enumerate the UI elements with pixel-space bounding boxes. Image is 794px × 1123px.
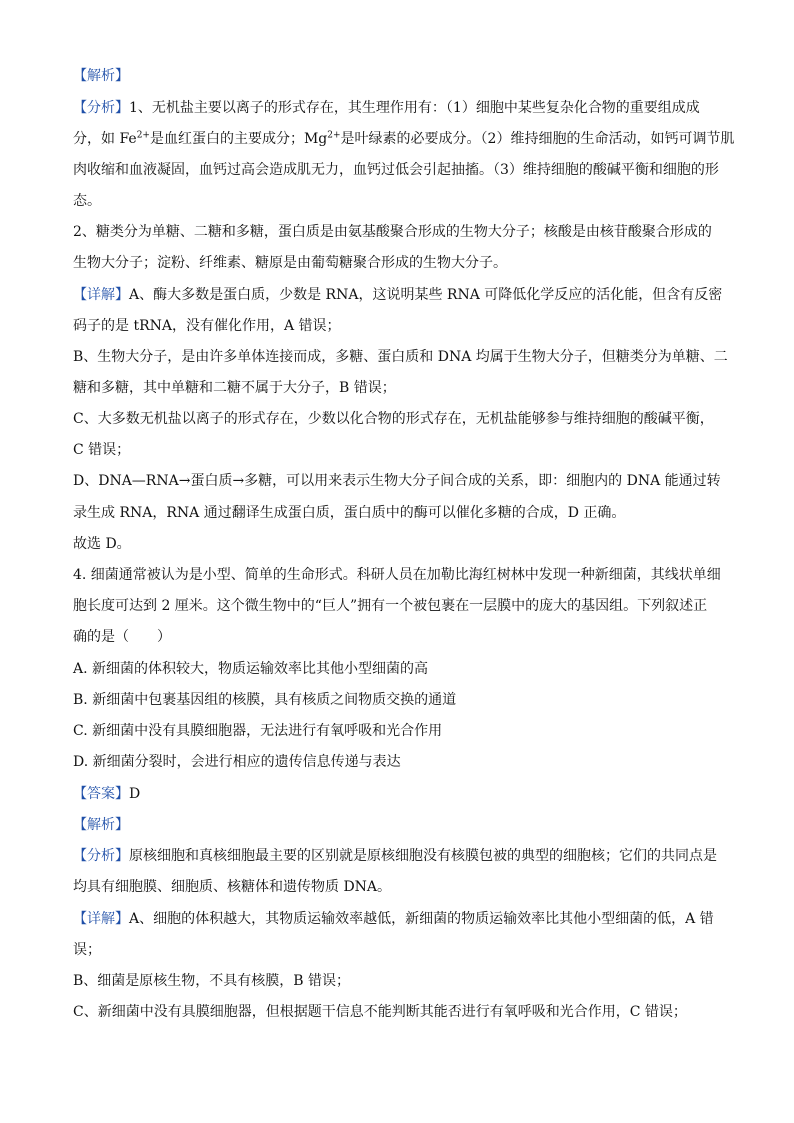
jiexi-heading bbox=[73, 815, 723, 835]
question-stem-line: 4. 细菌通常被认为是小型、简单的生命形式。科研人员在加勒比海红树林中发现一种新细菌，其线状单细 bbox=[73, 567, 721, 583]
xiangjie-paragraph-line: C 错误； bbox=[73, 442, 131, 458]
fenxi-paragraph-line: 生物大分子；淀粉、纤维素、糖原是由葡萄糖聚合形成的生物大分子。 bbox=[73, 255, 507, 271]
fenxi-paragraph-line: 均具有细胞膜、细胞质、核糖体和遗传物质 DNA。 bbox=[73, 879, 392, 895]
answer-value: D bbox=[129, 786, 141, 802]
xiangjie-paragraph-line: B、生物大分子，是由许多单体连接而成，多糖、蛋白质和 DNA 均属于生物大分子，但糖类分为单糖、二 bbox=[73, 349, 728, 365]
fenxi-paragraph-line: 肉收缩和血液凝固，血钙过高会造成肌无力，血钙过低会引起抽搐。（3）维持细胞的酸碱平衡和细胞的形 bbox=[73, 162, 719, 178]
fenxi-paragraph-line bbox=[73, 98, 723, 118]
text-run: 是血红蛋白的主要成分；Mg bbox=[149, 131, 328, 147]
xiangjie-paragraph-line: C、新细菌中没有具膜细胞器，但根据题干信息不能判断其能否进行有氧呼吸和光合作用，C 错误； bbox=[73, 1004, 687, 1020]
text-run: 分，如 Fe bbox=[73, 131, 137, 147]
conclusion-line: 故选 D。 bbox=[73, 536, 131, 552]
text-run: 1、无机盐主要以离子的形式存在，其生理作用有：（1）细胞中某些复杂化合物的重要组成成 bbox=[129, 100, 700, 116]
fenxi-tag: 【分析】 bbox=[73, 848, 129, 864]
xiangjie-paragraph-line bbox=[73, 909, 723, 929]
text-run: A、细胞的体积越大，其物质运输效率越低，新细菌的物质运输效率比其他小型细菌的低，A 错 bbox=[129, 911, 714, 927]
xiangjie-paragraph-line: 糖和多糖，其中单糖和二糖不属于大分子，B 错误； bbox=[73, 380, 396, 396]
xiangjie-paragraph-line: 码子的是 tRNA，没有催化作用，A 错误； bbox=[73, 318, 341, 334]
xiangjie-paragraph-line: D、DNA—RNA→蛋白质→多糖，可以用来表示生物大分子间合成的关系，即：细胞内的 DNA 能通过转 bbox=[73, 473, 721, 489]
xiangjie-paragraph-line: B、细菌是原核生物，不具有核膜，B 错误； bbox=[73, 973, 351, 989]
option-c: C. 新细菌中没有具膜细胞器，无法进行有氧呼吸和光合作用 bbox=[73, 723, 443, 739]
answer-line bbox=[73, 784, 723, 804]
xiangjie-paragraph-line: C、大多数无机盐以离子的形式存在，少数以化合物的形式存在，无机盐能够参与维持细胞的酸碱平衡， bbox=[73, 411, 714, 427]
superscript: 2+ bbox=[136, 130, 150, 141]
superscript: 2+ bbox=[327, 130, 341, 141]
text-run: 原核细胞和真核细胞最主要的区别就是原核细胞没有核膜包被的典型的细胞核；它们的共同点是 bbox=[129, 848, 717, 864]
xiangjie-paragraph-line bbox=[73, 285, 723, 305]
question-stem-line: 确的是（ ） bbox=[73, 629, 171, 645]
question-stem-line: 胞长度可达到 2 厘米。这个微生物中的“巨人”拥有一个被包裹在一层膜中的庞大的基因组。下列叙述正 bbox=[73, 598, 708, 614]
option-b: B. 新细菌中包裹基因组的核膜，具有核质之间物质交换的通道 bbox=[73, 692, 457, 708]
fenxi-paragraph-line bbox=[73, 129, 735, 149]
answer-tag: 【答案】 bbox=[73, 786, 129, 802]
option-d: D. 新细菌分裂时，会进行相应的遗传信息传递与表达 bbox=[73, 754, 401, 770]
option-a: A. 新细菌的体积较大，物质运输效率比其他小型细菌的高 bbox=[73, 661, 429, 677]
fenxi-paragraph-line bbox=[73, 846, 723, 866]
fenxi-tag: 【分析】 bbox=[73, 100, 129, 116]
xiangjie-paragraph-line: 误； bbox=[73, 942, 101, 958]
jiexi-heading bbox=[73, 66, 723, 86]
fenxi-paragraph-line: 态。 bbox=[73, 193, 101, 209]
jiexi-tag: 【解析】 bbox=[73, 817, 129, 833]
fenxi-paragraph-line: 2、糖类分为单糖、二糖和多糖，蛋白质是由氨基酸聚合形成的生物大分子；核酸是由核苷酸聚合形成的 bbox=[73, 224, 712, 240]
jiexi-tag: 【解析】 bbox=[73, 68, 129, 84]
text-run: A、酶大多数是蛋白质，少数是 RNA，这说明某些 RNA 可降低化学反应的活化能，但含有反密 bbox=[129, 287, 723, 303]
xiangjie-tag: 【详解】 bbox=[73, 911, 129, 927]
xiangjie-paragraph-line: 录生成 RNA，RNA 通过翻译生成蛋白质，蛋白质中的酶可以催化多糖的合成，D 正确。 bbox=[73, 505, 626, 521]
text-run: 是叶绿素的必要成分。（2）维持细胞的生命活动，如钙可调节肌 bbox=[340, 131, 735, 147]
xiangjie-tag: 【详解】 bbox=[73, 287, 129, 303]
